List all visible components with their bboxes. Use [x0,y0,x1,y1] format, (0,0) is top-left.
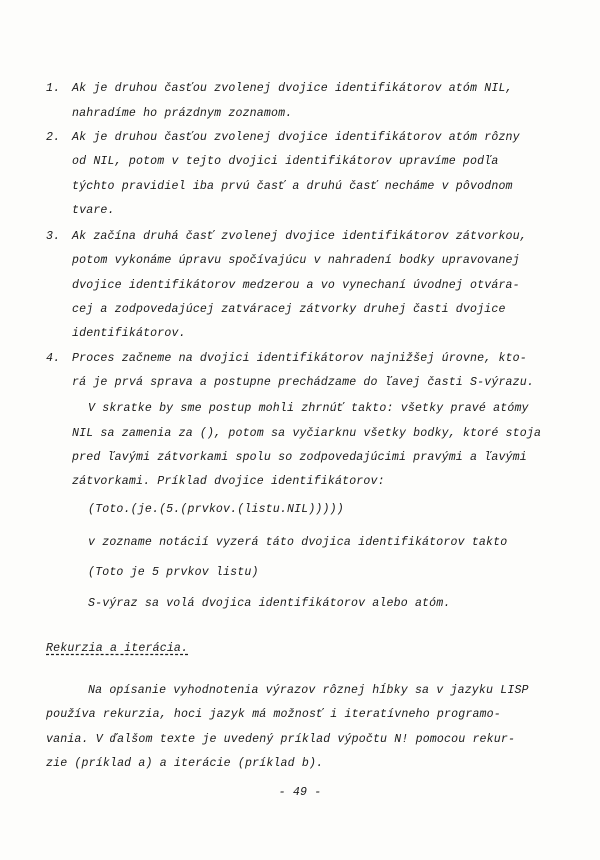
item-3-line-1: Ak začína druhá časť zvolenej dvojice identifikátorov zátvorkou, [72,230,527,243]
item-number-4: 4. [46,352,61,365]
notation-sentence: v zozname notácií vyzerá táto dvojica identifikátorov takto [88,536,508,549]
item-2-line-2: od NIL, potom v tejto dvojici identifikátorov upravíme podľa [72,155,499,168]
item-3-line-4: cej a zodpovedajúcej zatváracej zátvorky druhej časti dvojice [72,303,506,316]
summary-line-1: V skratke by sme postup mohli zhrnúť takto: všetky pravé atómy [88,402,529,415]
item-number-3: 3. [46,230,61,243]
page-number: - 49 - [278,786,322,799]
item-3-line-2: potom vykonáme úpravu spočívajúcu v nahradení bodky upravovanej [72,254,520,267]
summary-line-2: NIL sa zamenia za (), potom sa vyčiarknu všetky bodky, ktoré stoja [72,427,542,440]
item-4-line-1: Proces začneme na dvojici identifikátorov najnižšej úrovne, kto- [72,352,527,365]
item-2-line-4: tvare. [72,204,115,217]
item-1-line-1: Ak je druhou časťou zvolenej dvojice identifikátorov atóm NIL, [72,82,513,95]
item-2-line-1: Ak je druhou časťou zvolenej dvojice identifikátorov atóm rôzny [72,131,520,144]
body-line-1: Na opísanie vyhodnotenia výrazov rôznej hĺbky sa v jazyku LISP [88,684,529,697]
item-3-line-5: identifikátorov. [72,327,186,340]
item-number-2: 2. [46,131,61,144]
body-line-4: zie (príklad a) a iterácie (príklad b). [46,757,324,770]
item-2-line-3: týchto pravidiel iba prvú časť a druhú časť necháme v pôvodnom [72,180,513,193]
body-line-3: vania. V ďalšom texte je uvedený príklad výpočtu N! pomocou rekur- [46,733,516,746]
example-list-notation: (Toto je 5 prvkov listu) [88,566,259,579]
example-dotted-pair: (Toto.(je.(5.(prvkov.(listu.NIL))))) [88,503,344,516]
item-4-line-2: rá je prvá sprava a postupne prechádzame do ľavej časti S-výrazu. [72,376,534,389]
item-3-line-3: dvojice identifikátorov medzerou a vo vynechaní úvodnej otvára- [72,279,520,292]
summary-line-4: zátvorkami. Príklad dvojice identifikátorov: [72,475,385,488]
summary-line-3: pred ľavými zátvorkami spolu so zodpovedajúcimi pravými a ľavými [72,451,527,464]
sexpr-definition: S-výraz sa volá dvojica identifikátorov alebo atóm. [88,597,451,610]
section-heading: Rekurzia a iterácia. [46,642,189,655]
body-line-2: používa rekurzia, hoci jazyk má možnosť i iteratívneho programo- [46,708,501,721]
item-number-1: 1. [46,82,61,95]
item-1-line-2: nahradíme ho prázdnym zoznamom. [72,107,293,120]
